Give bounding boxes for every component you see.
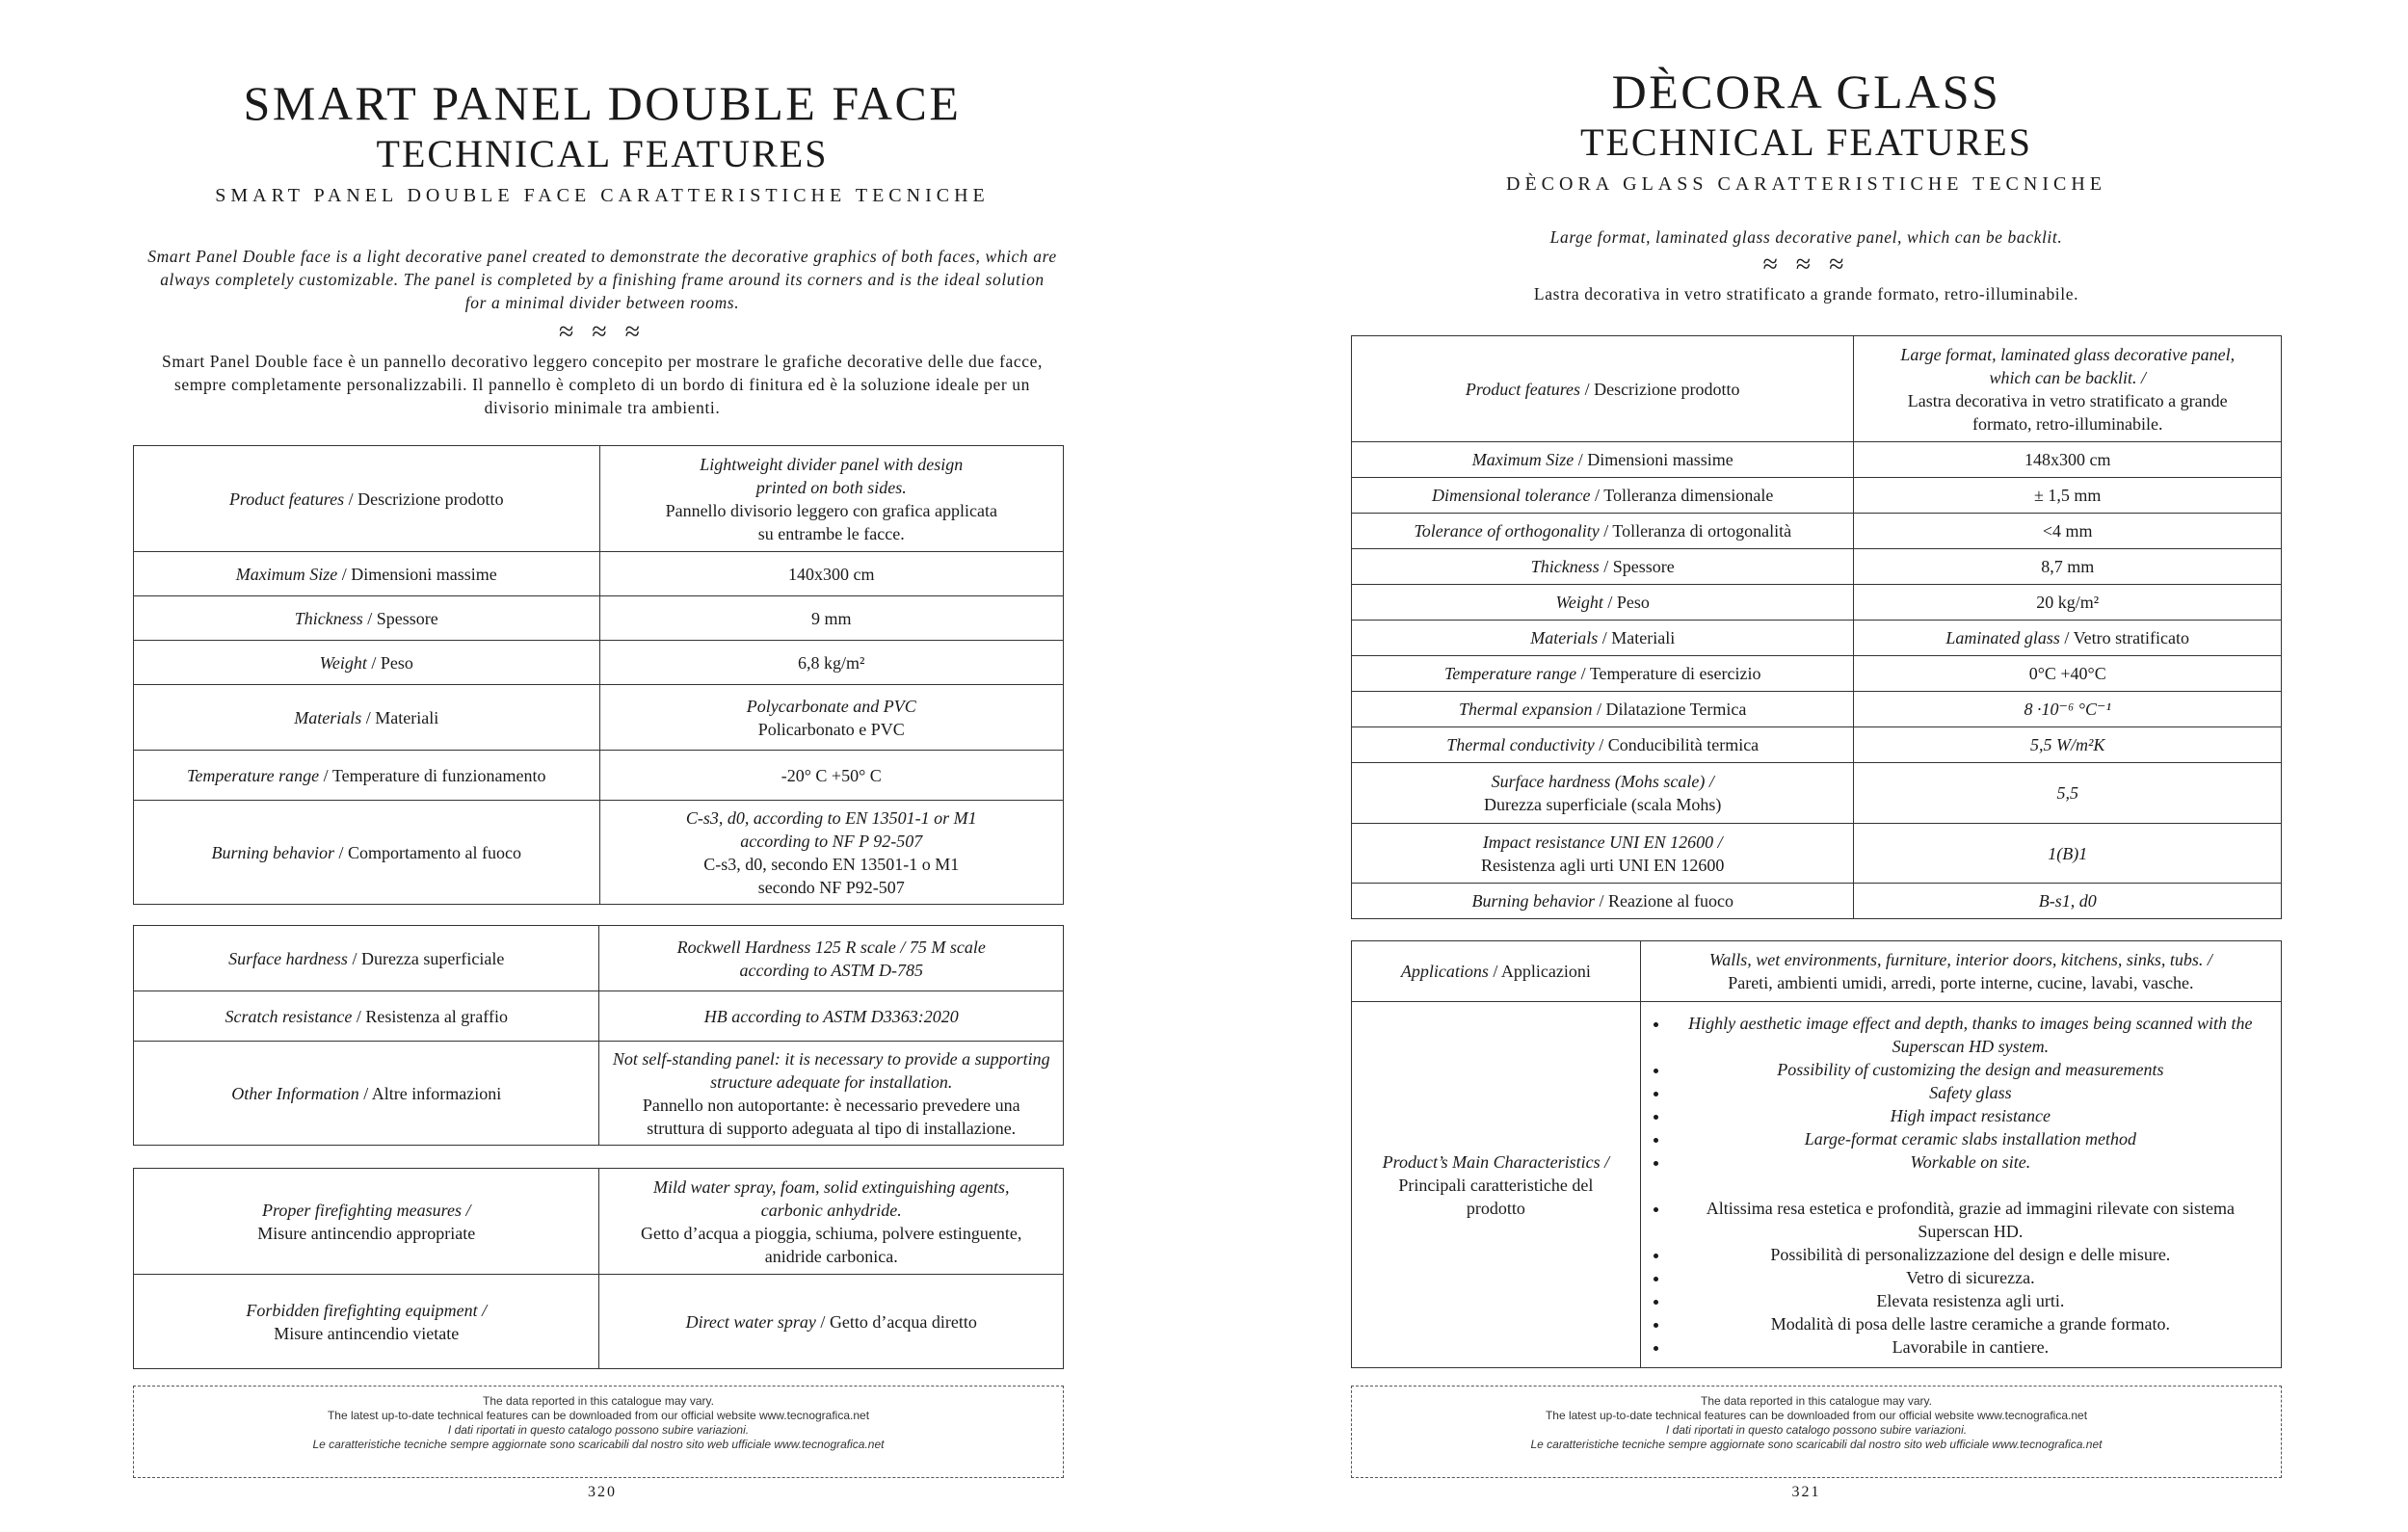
list-item: • Elevata resistenza agli urti. xyxy=(1670,1289,2271,1312)
spec-table-2 xyxy=(1351,940,2282,1368)
list-item: • Possibilità di personalizzazione del design e delle misure. xyxy=(1670,1243,2271,1266)
page-subtitle: TECHNICAL FEATURES xyxy=(1580,120,2032,164)
table-row: Scratch resistance / Resistenza al graffio HB according to ASTM D3363:2020 xyxy=(134,991,1064,1042)
page-number: 320 xyxy=(588,1484,617,1500)
list-item: • Modalità di posa delle lastre ceramiche a grande formato. xyxy=(1670,1312,2271,1335)
disclaimer-footer: The data reported in this catalogue may vary. The latest up-to-date technical features can be downloaded from our official website www.tecnografica.net I dati riportati in questo catalogo possono subire variazioni. Le caratteristiche tecniche sempre aggiornate sono scaricabili dal nostro sito web ufficiale www.tecnografica.net xyxy=(1351,1386,2282,1478)
right-page xyxy=(1204,0,2408,1532)
characteristics-list xyxy=(1640,1002,2281,1368)
table-row: Tolerance of orthogonality / Tolleranza di ortogonalità <4 mm xyxy=(1352,514,2282,549)
table-row: Forbidden firefighting equipment / Misure antincendio vietate Direct water spray / Getto d’acqua diretto xyxy=(134,1275,1064,1369)
list-item: • High impact resistance xyxy=(1670,1104,2271,1127)
table-row: Burning behavior / Comportamento al fuoco C-s3, d0, according to EN 13501-1 or M1 according to NF P 92-507 C-s3, d0, secondo EN 13501-1 o M1 secondo NF P92-507 xyxy=(134,801,1064,905)
table-row: Surface hardness (Mohs scale) / Durezza superficiale (scala Mohs) 5,5 xyxy=(1352,763,2282,824)
table-row: Product features / Descrizione prodotto Lightweight divider panel with design printed on both sides. Pannello divisorio leggero con grafica applicata su entrambe le facce. xyxy=(134,446,1064,552)
caps-subtitle: SMART PANEL DOUBLE FACE CARATTERISTICHE TECNICHE xyxy=(215,185,990,206)
table-row: Maximum Size / Dimensioni massime 140x300 cm xyxy=(134,552,1064,596)
disclaimer-footer: The data reported in this catalogue may vary. The latest up-to-date technical features can be downloaded from our official website www.tecnografica.net I dati riportati in questo catalogo possono subire variazioni. Le caratteristiche tecniche sempre aggiornate sono scaricabili dal nostro sito web ufficiale www.tecnografica.net xyxy=(133,1386,1064,1478)
page-title: DÈCORA GLASS xyxy=(1611,65,2001,119)
spec-table-3 xyxy=(133,1168,1064,1369)
table-row: Temperature range / Temperature di funzionamento -20° C +50° C xyxy=(134,751,1064,801)
list-item: • Possibility of customizing the design and measurements xyxy=(1670,1058,2271,1081)
table-row: Applications / Applicazioni Walls, wet environments, furniture, interior doors, kitchens, sinks, tubs. / Pareti, ambienti umidi, arredi, porte interne, cucine, lavabi, vasche. xyxy=(1352,941,2282,1002)
list-item: • Lavorabile in cantiere. xyxy=(1670,1335,2271,1359)
table-row: Thickness / Spessore 8,7 mm xyxy=(1352,549,2282,585)
intro-italian: Smart Panel Double face è un pannello decorativo leggero concepito per mostrare le grafiche decorative delle due facce, sempre completamente personalizzabili. Il pannello è completo di un bordo di finitura ed è la soluzione ideale per un divisorio minimale tra ambienti. xyxy=(162,352,1043,417)
list-item: • Large-format ceramic slabs installation method xyxy=(1670,1127,2271,1150)
table-row: Proper firefighting measures / Misure antincendio appropriate Mild water spray, foam, solid extinguishing agents, carbonic anhydride. Getto d’acqua a pioggia, schiuma, polvere estinguente, anidride carbonica. xyxy=(134,1169,1064,1275)
spec-table-1 xyxy=(1351,335,2282,919)
table-row: Other Information / Altre informazioni Not self-standing panel: it is necessary to provide a supporting structure adequate for installation. Pannello non autoportante: è necessario prevedere una struttura di supporto adeguata al tipo di installazione. xyxy=(134,1042,1064,1146)
list-item: • Vetro di sicurezza. xyxy=(1670,1266,2271,1289)
intro-english: Smart Panel Double face is a light decorative panel created to demonstrate the decorative graphics of both faces, which are always completely customizable. The panel is completed by a finishing frame around its corners and is the ideal solution for a minimal divider between rooms. xyxy=(147,247,1057,312)
intro-italian: Lastra decorativa in vetro stratificato a grande formato, retro-illuminabile. xyxy=(1533,284,2079,304)
page-number: 321 xyxy=(1791,1484,1821,1500)
table-row: Thickness / Spessore 9 mm xyxy=(134,596,1064,641)
table-row: Product’s Main Characteristics / Principali caratteristiche del prodotto • Highly aesthetic image effect and depth, thanks to images being scanned with the Superscan HD system. • Possibility of customizing the design and measurements • Safety glass • High impact resistance • Large-format ceramic slabs installation method • Workable on site. • Altissima resa estetica e profondità, grazie ad immagini rilevate con sistema Superscan HD. • Possibilità di personalizzazione del design e delle misure. • Vetro di sicurezza. • Elevata resistenza agli urti. • Modalità di posa delle lastre ceramiche a grande formato. • Lavorabile in cantiere. xyxy=(1352,1002,2282,1368)
table-row: Weight / Peso 6,8 kg/m² xyxy=(134,641,1064,685)
table-row: Surface hardness / Durezza superficiale Rockwell Hardness 125 R scale / 75 M scale according to ASTM D-785 xyxy=(134,926,1064,991)
table-row: Thermal conductivity / Conducibilità termica 5,5 W/m²K xyxy=(1352,727,2282,763)
table-row: Materials / Materiali Polycarbonate and PVC Policarbonato e PVC xyxy=(134,685,1064,751)
wave-ornament: ≈ ≈ ≈ xyxy=(1762,250,1850,279)
caps-subtitle: DÈCORA GLASS CARATTERISTICHE TECNICHE xyxy=(1506,173,2106,195)
table-row: Temperature range / Temperature di esercizio 0°C +40°C xyxy=(1352,656,2282,692)
table-row: Materials / Materiali Laminated glass / Vetro stratificato xyxy=(1352,621,2282,656)
table-row: Burning behavior / Reazione al fuoco B-s1, d0 xyxy=(1352,884,2282,919)
page-title: SMART PANEL DOUBLE FACE xyxy=(243,76,962,130)
wave-ornament: ≈ ≈ ≈ xyxy=(558,317,647,347)
list-item: • Safety glass xyxy=(1670,1081,2271,1104)
intro-english: Large format, laminated glass decorative panel, which can be backlit. xyxy=(1549,227,2063,247)
list-item: • Altissima resa estetica e profondità, grazie ad immagini rilevate con sistema Superscan HD. xyxy=(1670,1197,2271,1243)
spec-table-1 xyxy=(133,445,1064,905)
table-row: Weight / Peso 20 kg/m² xyxy=(1352,585,2282,621)
spec-table-2 xyxy=(133,925,1064,1146)
list-item: • Workable on site. xyxy=(1670,1150,2271,1174)
table-row: Impact resistance UNI EN 12600 / Resistenza agli urti UNI EN 12600 1(B)1 xyxy=(1352,824,2282,884)
table-row: Dimensional tolerance / Tolleranza dimensionale ± 1,5 mm xyxy=(1352,478,2282,514)
table-row: Thermal expansion / Dilatazione Termica 8 ·10⁻⁶ °C⁻¹ xyxy=(1352,692,2282,727)
table-row: Maximum Size / Dimensioni massime 148x300 cm xyxy=(1352,442,2282,478)
table-row: Product features / Descrizione prodotto Large format, laminated glass decorative panel, which can be backlit. / Lastra decorativa in vetro stratificato a grande formato, retro-illuminabile. xyxy=(1352,336,2282,442)
page-subtitle: TECHNICAL FEATURES xyxy=(376,132,829,175)
list-item: • Highly aesthetic image effect and depth, thanks to images being scanned with the Superscan HD system. xyxy=(1670,1012,2271,1058)
